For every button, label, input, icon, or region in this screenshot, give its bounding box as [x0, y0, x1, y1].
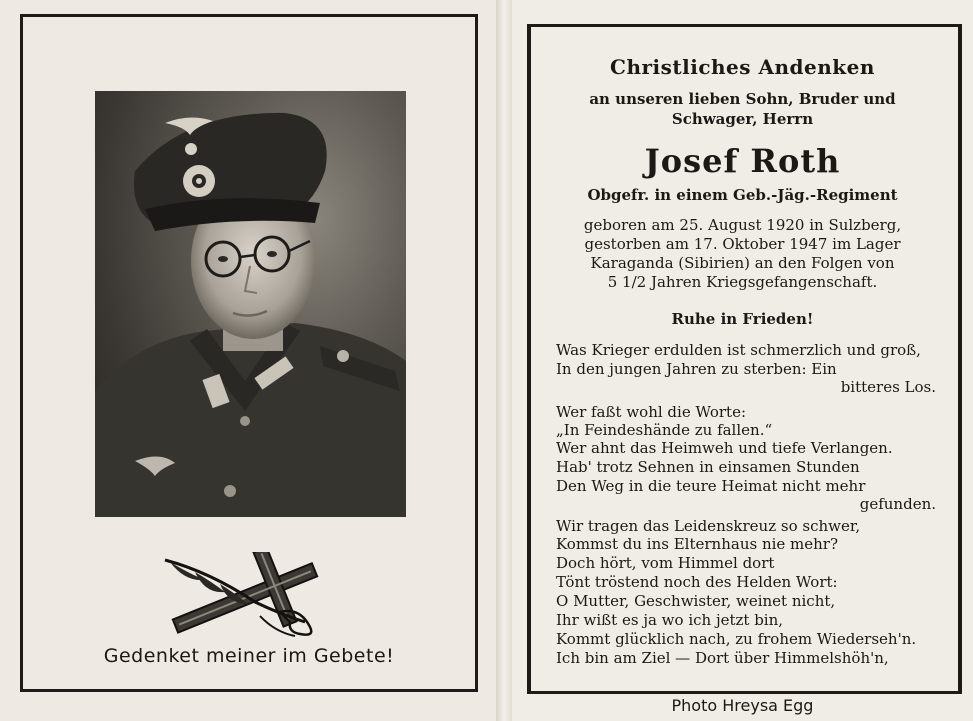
prayer-caption: Gedenket meiner im Gebete!	[103, 645, 395, 667]
poem-line: Den Weg in die teure Heimat nicht mehr	[556, 477, 866, 495]
poem-line: Doch hört, vom Himmel dort	[556, 554, 775, 572]
poem-line: Wer ahnt das Heimweh und tiefe Verlangen.	[556, 439, 893, 457]
intro-line-2: Schwager, Herrn	[671, 110, 814, 128]
poem-line: O Mutter, Geschwister, weinet nicht,	[556, 592, 836, 610]
poem-line: Wer faßt wohl die Worte:	[556, 403, 747, 421]
poem-line: gefunden.	[859, 495, 936, 513]
rest-in-peace: Ruhe in Frieden!	[671, 310, 814, 328]
poem-line: Hab' trotz Sehnen in einsamen Stunden	[556, 458, 860, 476]
oak-leaf-cross-emblem-icon	[160, 552, 330, 646]
poem-line: Wir tragen das Leidenskreuz so schwer,	[556, 517, 861, 535]
soldier-portrait-photo	[95, 91, 406, 517]
card-heading: Christliches Andenken	[610, 55, 875, 79]
card-gap	[496, 0, 512, 721]
poem-line: In den jungen Jahren zu sterben: Ein	[556, 360, 837, 378]
bio-line: gestorben am 17. Oktober 1947 im Lager	[584, 235, 901, 253]
photo-credit: Photo Hreysa Egg	[671, 696, 814, 715]
bio-line: Karaganda (Sibirien) an den Folgen von	[590, 254, 895, 272]
poem-line: bitteres Los.	[840, 378, 936, 396]
right-card	[512, 0, 973, 721]
intro-line-1: an unseren lieben Sohn, Bruder und	[589, 90, 896, 108]
poem-line: Ihr wißt es ja wo ich jetzt bin,	[556, 611, 784, 629]
poem-line: Tönt tröstend noch des Helden Wort:	[556, 573, 838, 591]
poem-line: „In Feindeshände zu fallen.“	[556, 421, 773, 439]
poem-line: Ich bin am Ziel — Dort über Himmelshöh'n,	[556, 649, 889, 667]
military-rank: Obgefr. in einem Geb.-Jäg.-Regiment	[587, 186, 898, 204]
deceased-name: Josef Roth	[644, 142, 841, 180]
poem-line: Was Krieger erdulden ist schmerzlich und groß,	[556, 341, 921, 359]
bio-line: 5 1/2 Jahren Kriegsgefangenschaft.	[607, 273, 878, 291]
poem-line: Kommt glücklich nach, zu frohem Wiederseh'n.	[556, 630, 917, 648]
bio-line: geboren am 25. August 1920 in Sulzberg,	[583, 216, 902, 234]
poem-line: Kommst du ins Elternhaus nie mehr?	[556, 535, 839, 553]
